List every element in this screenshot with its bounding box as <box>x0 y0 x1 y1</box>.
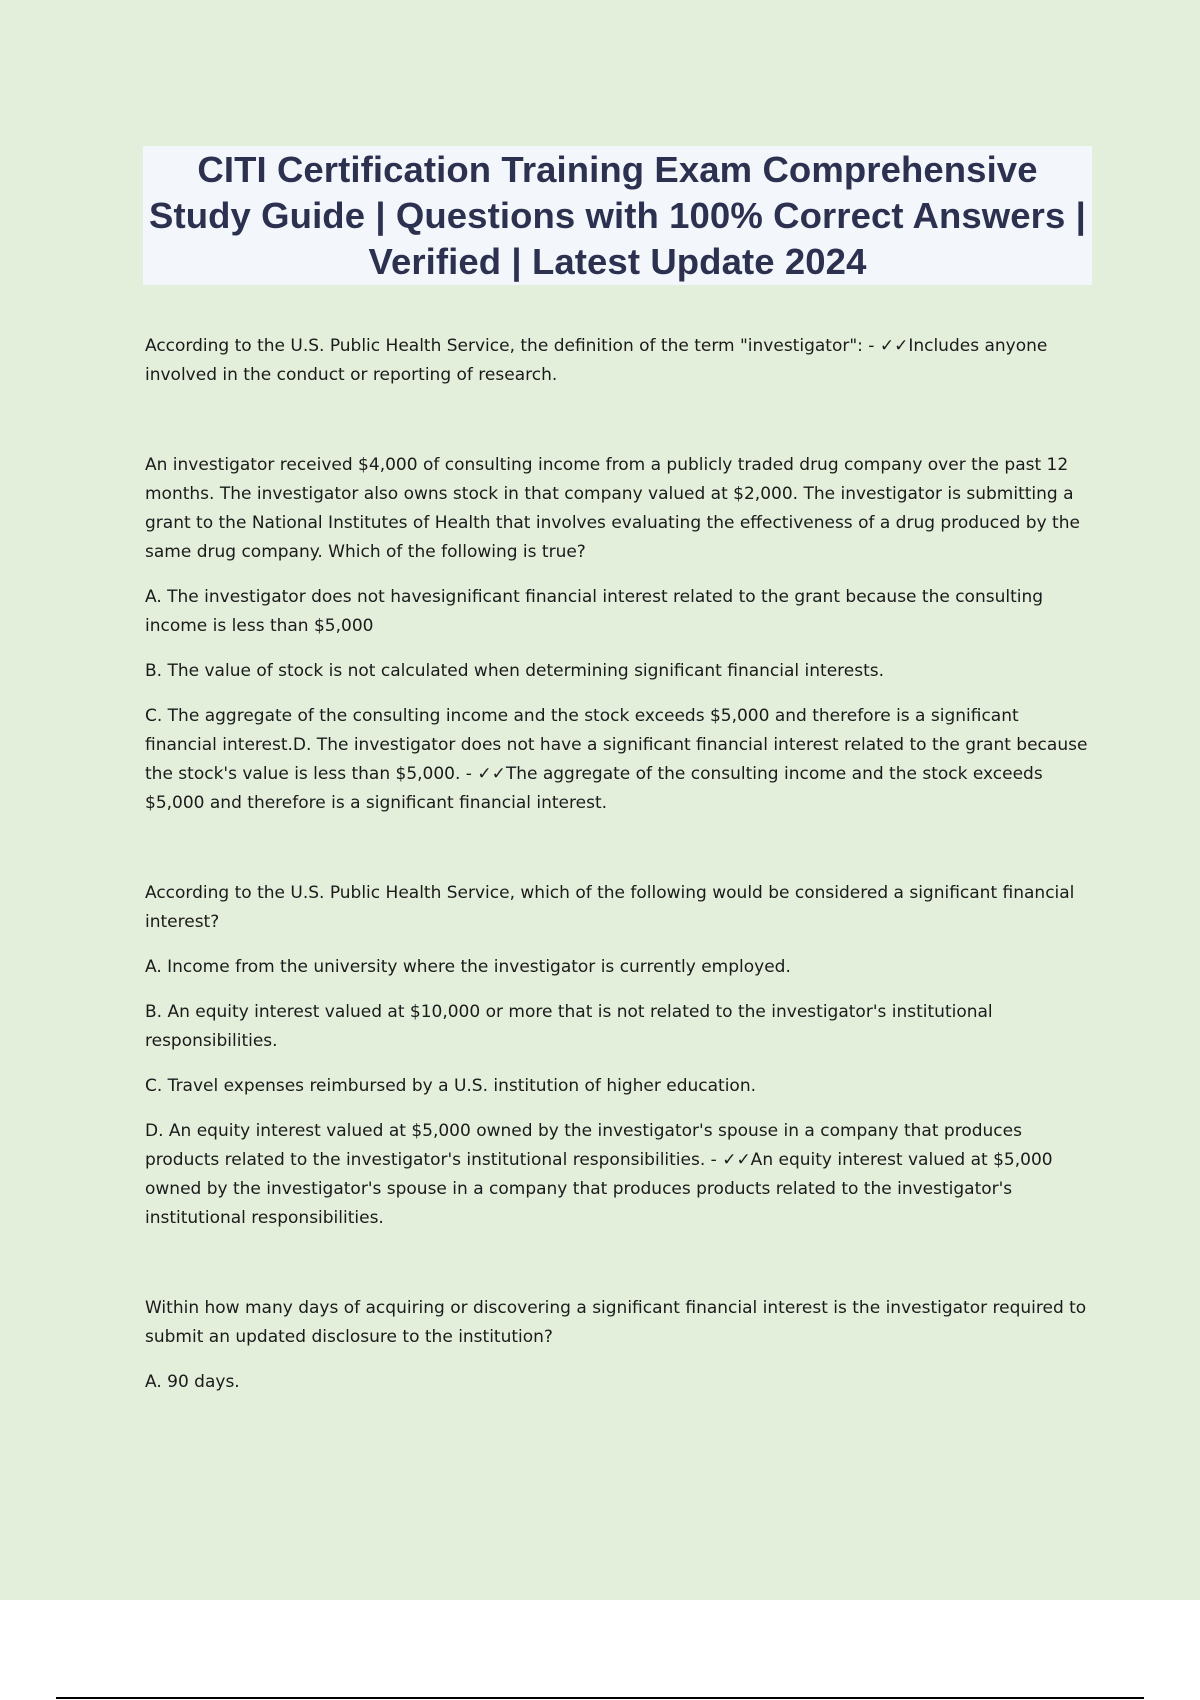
question-text: An investigator received $4,000 of consulting income from a publicly traded drug company over the past 12 months. The investigator also owns stock in that company valued at $2,000. The investigator is submitting a grant to the National Institutes of Health that involves evaluating the effectiveness of a drug produced by the same drug company. Which of the following is true? <box>145 455 1080 562</box>
document-title: CITI Certification Training Exam Comprehensive Study Guide | Questions with 100% Correct Answers | Verified | Latest Update 2024 <box>149 148 1086 282</box>
question-text: According to the U.S. Public Health Service, the definition of the term "investigator": - ✓✓Includes anyone involved in the conduct or reporting of research. <box>145 336 1048 385</box>
answer-option: B. An equity interest valued at $10,000 or more that is not related to the investigator's institutional responsibilities. <box>145 1002 993 1051</box>
question-block <box>145 451 1095 818</box>
question-block <box>145 332 1095 390</box>
answer-option: B. The value of stock is not calculated when determining significant financial interests. <box>145 661 885 681</box>
page-divider <box>56 1697 1144 1699</box>
answer-option: A. 90 days. <box>145 1372 240 1392</box>
question-text: Within how many days of acquiring or discovering a significant financial interest is the investigator required to submit an updated disclosure to the institution? <box>145 1298 1087 1347</box>
answer-option: C. Travel expenses reimbursed by a U.S. institution of higher education. <box>145 1076 756 1096</box>
answer-option: A. Income from the university where the investigator is currently employed. <box>145 957 791 977</box>
spacer <box>145 390 1095 451</box>
answer-option: C. The aggregate of the consulting income and the stock exceeds $5,000 and therefore is a significant financial interest.D. The investigator does not have a significant financial interest related to the grant because the stock's value is less than $5,000. - ✓✓The aggregate of the consulting income and the stock exceeds $5,000 and therefore is a significant financial interest. <box>145 706 1088 813</box>
document-body <box>145 332 1095 1397</box>
spacer <box>145 818 1095 879</box>
spacer <box>145 1233 1095 1294</box>
answer-option: A. The investigator does not havesignificant financial interest related to the grant because the consulting income is less than $5,000 <box>145 587 1044 636</box>
question-block <box>145 1294 1095 1397</box>
question-block <box>145 879 1095 1233</box>
title-banner <box>143 146 1092 285</box>
answer-option: D. An equity interest valued at $5,000 owned by the investigator's spouse in a company that produces products related to the investigator's institutional responsibilities. - ✓✓An equity interest valued at $5,000 owned by the investigator's spouse in a company that produces products related to the investigator's institutional responsibilities. <box>145 1121 1053 1228</box>
question-text: According to the U.S. Public Health Service, which of the following would be considered a significant financial interest? <box>145 883 1075 932</box>
